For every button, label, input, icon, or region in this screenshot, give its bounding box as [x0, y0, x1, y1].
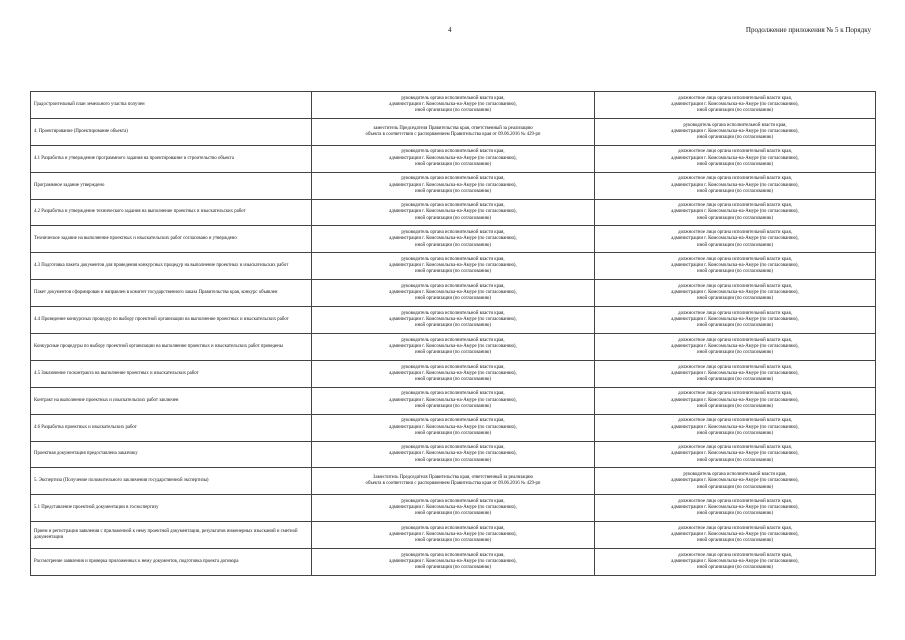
responsible-cell-line: руководитель органа исполнительной власти края, — [401, 418, 505, 424]
table-row — [31, 92, 876, 119]
table-row — [31, 307, 876, 334]
executor-cell — [595, 145, 876, 172]
responsible-cell-line: руководитель органа исполнительной власти края, — [401, 176, 505, 182]
executor-cell-line: должностное лицо органа исполнительной власти края, — [678, 310, 792, 316]
responsible-cell-line: администрации г. Комсомольска-на-Амуре (по согласованию), — [389, 290, 517, 296]
responsible-cell-line: администрации г. Комсомольска-на-Амуре (по согласованию), — [389, 263, 517, 269]
responsible-cell — [312, 253, 595, 280]
responsible-cell-line: иной организации (по согласованию) — [415, 376, 491, 382]
executor-cell — [595, 387, 876, 414]
executor-cell-line: иной организации (по согласованию) — [697, 457, 773, 463]
responsible-cell-line: иной организации (по согласованию) — [415, 215, 491, 221]
executor-cell-line: администрации г. Комсомольска-на-Амуре (по согласованию), — [671, 263, 799, 269]
executor-cell-line: администрации г. Комсомольска-на-Амуре (по согласованию), — [671, 290, 799, 296]
responsible-cell-line: объекта в соответствии с распоряжением Правительства края от 09.06.2016 № 429-рп — [365, 481, 541, 487]
responsible-cell — [312, 280, 595, 307]
table-row — [31, 226, 876, 253]
executor-cell-line: администрации г. Комсомольска-на-Амуре (по согласованию), — [671, 478, 799, 484]
table-row — [31, 118, 876, 145]
stage-cell: Прием и регистрация заявления с приложенной к нему проектной документации, результатов инженерных изысканий и сметной документации — [31, 522, 312, 549]
responsible-cell — [312, 226, 595, 253]
responsible-cell-line: администрации г. Комсомольска-на-Амуре (по согласованию), — [389, 343, 517, 349]
responsible-cell-line: руководитель органа исполнительной власти края, — [401, 310, 505, 316]
stage-cell: 5.1 Представление проектной документации в госэкспертизу — [31, 495, 312, 522]
table-row — [31, 199, 876, 226]
table-row — [31, 334, 876, 361]
executor-cell-line: администрации г. Комсомольска-на-Амуре (по согласованию), — [671, 236, 799, 242]
responsible-cell-line: руководитель органа исполнительной власти края, — [401, 95, 505, 101]
stage-cell: 4.4 Проведение конкурсных процедур по выбору проектной организации на выполнение проектных и изыскательских работ — [31, 307, 312, 334]
executor-cell-line: иной организации (по согласованию) — [697, 269, 773, 275]
executor-cell-line: должностное лицо органа исполнительной власти края, — [678, 283, 792, 289]
executor-cell-line: иной организации (по согласованию) — [697, 161, 773, 167]
executor-cell-line: администрации г. Комсомольска-на-Амуре (по согласованию), — [671, 128, 799, 134]
responsible-cell-line: администрации г. Комсомольска-на-Амуре (по согласованию), — [389, 505, 517, 511]
executor-cell-line: должностное лицо органа исполнительной власти края, — [678, 525, 792, 531]
responsible-cell-line: руководитель органа исполнительной власти края, — [401, 230, 505, 236]
responsible-cell — [312, 199, 595, 226]
responsible-cell-line: руководитель органа исполнительной власти края, — [401, 445, 505, 451]
executor-cell — [595, 92, 876, 119]
executor-cell-line: администрации г. Комсомольска-на-Амуре (по согласованию), — [671, 558, 799, 564]
stage-cell: 5. Экспертиза (Получение положительного заключения государственной экспертизы) — [31, 468, 312, 495]
responsible-cell — [312, 334, 595, 361]
responsible-cell-line: администрации г. Комсомольска-на-Амуре (по согласованию), — [389, 397, 517, 403]
executor-cell-line: администрации г. Комсомольска-на-Амуре (по согласованию), — [671, 101, 799, 107]
continuation-note: Продолжение приложения № 5 к Порядку — [745, 26, 871, 34]
responsible-cell-line: иной организации (по согласованию) — [415, 511, 491, 517]
responsible-cell-line: иной организации (по согласованию) — [415, 430, 491, 436]
responsible-cell-line: иной организации (по согласованию) — [415, 403, 491, 409]
table-row — [31, 360, 876, 387]
executor-cell — [595, 226, 876, 253]
responsible-cell-line: иной организации (по согласованию) — [415, 538, 491, 544]
responsible-cell-line: иной организации (по согласованию) — [415, 242, 491, 248]
executor-cell — [595, 334, 876, 361]
executor-cell — [595, 549, 876, 576]
responsible-cell-line: руководитель органа исполнительной власти края, — [401, 256, 505, 262]
table-row — [31, 387, 876, 414]
responsible-cell — [312, 387, 595, 414]
executor-cell — [595, 307, 876, 334]
table-row — [31, 495, 876, 522]
responsible-cell-line: Заместитель Председателя Правительства края, ответственный за реализацию — [373, 475, 533, 481]
executor-cell-line: иной организации (по согласованию) — [697, 403, 773, 409]
executor-cell-line: администрации г. Комсомольска-на-Амуре (по согласованию), — [671, 397, 799, 403]
executor-cell — [595, 253, 876, 280]
executor-cell-line: администрации г. Комсомольска-на-Амуре (по согласованию), — [671, 343, 799, 349]
responsible-cell-line: администрации г. Комсомольска-на-Амуре (по согласованию), — [389, 424, 517, 430]
executor-cell — [595, 280, 876, 307]
executor-cell-line: администрации г. Комсомольска-на-Амуре (по согласованию), — [671, 370, 799, 376]
executor-cell-line: иной организации (по согласованию) — [697, 108, 773, 114]
responsible-cell-line: руководитель органа исполнительной власти края, — [401, 337, 505, 343]
stage-cell: 4.2 Разработка и утверждение технического задания на выполнение проектных и изыскательских работ — [31, 199, 312, 226]
executor-cell-line: администрации г. Комсомольска-на-Амуре (по согласованию), — [671, 424, 799, 430]
responsible-cell — [312, 118, 595, 145]
executor-cell — [595, 522, 876, 549]
responsible-cell — [312, 549, 595, 576]
responsible-cell-line: администрации г. Комсомольска-на-Амуре (по согласованию), — [389, 370, 517, 376]
responsible-cell-line: иной организации (по согласованию) — [415, 323, 491, 329]
responsible-cell — [312, 414, 595, 441]
stage-cell: Контракт на выполнение проектных и изыскательских работ заключен — [31, 387, 312, 414]
responsible-cell-line: иной организации (по согласованию) — [415, 296, 491, 302]
responsible-cell-line: администрации г. Комсомольска-на-Амуре (по согласованию), — [389, 532, 517, 538]
table-row — [31, 468, 876, 495]
responsible-cell-line: иной организации (по согласованию) — [415, 457, 491, 463]
responsible-cell — [312, 307, 595, 334]
executor-cell-line: иной организации (по согласованию) — [697, 484, 773, 490]
responsible-cell-line: администрации г. Комсомольска-на-Амуре (по согласованию), — [389, 101, 517, 107]
responsible-cell — [312, 360, 595, 387]
executor-cell — [595, 441, 876, 468]
responsible-cell-line: руководитель органа исполнительной власти края, — [401, 391, 505, 397]
responsible-cell — [312, 92, 595, 119]
responsible-cell-line: руководитель органа исполнительной власти края, — [401, 499, 505, 504]
stage-cell: 4. Проектирование (Проектирование объекта) — [31, 118, 312, 145]
executor-cell-line: должностное лицо органа исполнительной власти края, — [678, 203, 792, 209]
stage-cell: 4.1 Разработка и утверждение программного задания на проектирование и строительство объекта — [31, 145, 312, 172]
executor-cell-line: иной организации (по согласованию) — [697, 188, 773, 194]
executor-cell — [595, 199, 876, 226]
responsible-cell-line: руководитель органа исполнительной власти края, — [401, 149, 505, 155]
responsible-cell-line: администрации г. Комсомольска-на-Амуре (по согласованию), — [389, 209, 517, 215]
responsible-cell — [312, 145, 595, 172]
responsible-cell-line: иной организации (по согласованию) — [415, 161, 491, 167]
executor-cell-line: руководитель органа исполнительной власти края, — [683, 472, 787, 478]
executor-cell-line: иной организации (по согласованию) — [697, 350, 773, 356]
executor-cell-line: должностное лицо органа исполнительной власти края, — [678, 499, 792, 504]
executor-cell-line: администрации г. Комсомольска-на-Амуре (по согласованию), — [671, 155, 799, 161]
responsible-cell-line: иной организации (по согласованию) — [415, 108, 491, 114]
executor-cell-line: иной организации (по согласованию) — [697, 565, 773, 571]
stage-cell: Техническое задание на выполнение проектных и изыскательских работ согласовано и утверждено — [31, 226, 312, 253]
stage-cell: 4.3 Подготовка пакета документов для проведения конкурсных процедур на выполнение проектных и изыскательских работ — [31, 253, 312, 280]
page-number: 4 — [448, 26, 452, 34]
table-row — [31, 414, 876, 441]
executor-cell-line: администрации г. Комсомольска-на-Амуре (по согласованию), — [671, 182, 799, 188]
stage-cell: Программное задание утверждено — [31, 172, 312, 199]
executor-cell-line: должностное лицо органа исполнительной власти края, — [678, 552, 792, 558]
stage-cell: Проектная документация предоставлена заказчику — [31, 441, 312, 468]
responsible-cell-line: руководитель органа исполнительной власти края, — [401, 525, 505, 531]
executor-cell-line: иной организации (по согласованию) — [697, 511, 773, 517]
executor-cell-line: руководитель органа исполнительной власти края, — [683, 122, 787, 128]
responsible-cell-line: руководитель органа исполнительной власти края, — [401, 283, 505, 289]
responsible-cell-line: иной организации (по согласованию) — [415, 269, 491, 275]
executor-cell — [595, 495, 876, 522]
executor-cell-line: должностное лицо органа исполнительной власти края, — [678, 391, 792, 397]
responsible-cell-line: иной организации (по согласованию) — [415, 188, 491, 194]
executor-cell-line: должностное лицо органа исполнительной власти края, — [678, 364, 792, 370]
executor-cell-line: иной организации (по согласованию) — [697, 376, 773, 382]
executor-cell-line: администрации г. Комсомольска-на-Амуре (по согласованию), — [671, 451, 799, 457]
responsible-cell — [312, 495, 595, 522]
table-row — [31, 253, 876, 280]
responsible-cell-line: заместитель Председателя Правительства края, ответственный за реализацию — [373, 125, 533, 131]
executor-cell-line: администрации г. Комсомольска-на-Амуре (по согласованию), — [671, 532, 799, 538]
responsible-cell-line: руководитель органа исполнительной власти края, — [401, 364, 505, 370]
executor-cell-line: администрации г. Комсомольска-на-Амуре (по согласованию), — [671, 209, 799, 215]
table-row — [31, 280, 876, 307]
responsible-cell-line: руководитель органа исполнительной власти края, — [401, 203, 505, 209]
table-row — [31, 522, 876, 549]
executor-cell-line: должностное лицо органа исполнительной власти края, — [678, 256, 792, 262]
executor-cell-line: должностное лицо органа исполнительной власти края, — [678, 230, 792, 236]
responsible-cell — [312, 172, 595, 199]
table-row — [31, 172, 876, 199]
stage-cell: Пакет документов сформирован и направлен в комитет государственного заказа Правительства края, конкурс объявлен — [31, 280, 312, 307]
executor-cell-line: иной организации (по согласованию) — [697, 134, 773, 140]
executor-cell — [595, 468, 876, 495]
executor-cell-line: должностное лицо органа исполнительной власти края, — [678, 445, 792, 451]
executor-cell-line: должностное лицо органа исполнительной власти края, — [678, 176, 792, 182]
stage-cell: Рассмотрение заявления и проверка приложенных к нему документов, подготовка проекта договора — [31, 549, 312, 576]
executor-cell — [595, 360, 876, 387]
executor-cell-line: иной организации (по согласованию) — [697, 538, 773, 544]
responsible-cell-line: объекта в соответствии с распоряжением Правительства края от 09.06.2016 № 429-рп — [365, 131, 541, 137]
executor-cell-line: иной организации (по согласованию) — [697, 323, 773, 329]
roadmap-table — [30, 91, 876, 576]
executor-cell-line: должностное лицо органа исполнительной власти края, — [678, 418, 792, 424]
executor-cell-line: иной организации (по согласованию) — [697, 215, 773, 221]
table-row — [31, 441, 876, 468]
executor-cell-line: должностное лицо органа исполнительной власти края, — [678, 95, 792, 101]
table-row — [31, 145, 876, 172]
executor-cell-line: администрации г. Комсомольска-на-Амуре (по согласованию), — [671, 505, 799, 511]
stage-cell: 4.6 Разработка проектных и изыскательских работ — [31, 414, 312, 441]
responsible-cell-line: администрации г. Комсомольска-на-Амуре (по согласованию), — [389, 451, 517, 457]
executor-cell-line: администрации г. Комсомольска-на-Амуре (по согласованию), — [671, 316, 799, 322]
responsible-cell — [312, 441, 595, 468]
responsible-cell — [312, 468, 595, 495]
responsible-cell-line: администрации г. Комсомольска-на-Амуре (по согласованию), — [389, 236, 517, 242]
responsible-cell-line: иной организации (по согласованию) — [415, 350, 491, 356]
executor-cell-line: должностное лицо органа исполнительной власти края, — [678, 149, 792, 155]
executor-cell — [595, 172, 876, 199]
executor-cell-line: иной организации (по согласованию) — [697, 296, 773, 302]
executor-cell-line: должностное лицо органа исполнительной власти края, — [678, 337, 792, 343]
responsible-cell-line: руководитель органа исполнительной власти края, — [401, 552, 505, 558]
stage-cell: Градостроительный план земельного участка получен — [31, 92, 312, 119]
responsible-cell — [312, 522, 595, 549]
executor-cell-line: иной организации (по согласованию) — [697, 242, 773, 248]
stage-cell: 4.5 Заключение госконтракта на выполнение проектных и изыскательских работ — [31, 360, 312, 387]
roadmap-table-body — [31, 92, 876, 576]
responsible-cell-line: администрации г. Комсомольска-на-Амуре (по согласованию), — [389, 182, 517, 188]
executor-cell — [595, 118, 876, 145]
table-row — [31, 549, 876, 576]
executor-cell — [595, 414, 876, 441]
responsible-cell-line: администрации г. Комсомольска-на-Амуре (по согласованию), — [389, 155, 517, 161]
responsible-cell-line: иной организации (по согласованию) — [415, 565, 491, 571]
responsible-cell-line: администрации г. Комсомольска-на-Амуре (по согласованию), — [389, 316, 517, 322]
stage-cell: Конкурсные процедуры по выбору проектной организации на выполнение проектных и изыскательских работ проведены — [31, 334, 312, 361]
executor-cell-line: иной организации (по согласованию) — [697, 430, 773, 436]
responsible-cell-line: администрации г. Комсомольска-на-Амуре (по согласованию), — [389, 558, 517, 564]
